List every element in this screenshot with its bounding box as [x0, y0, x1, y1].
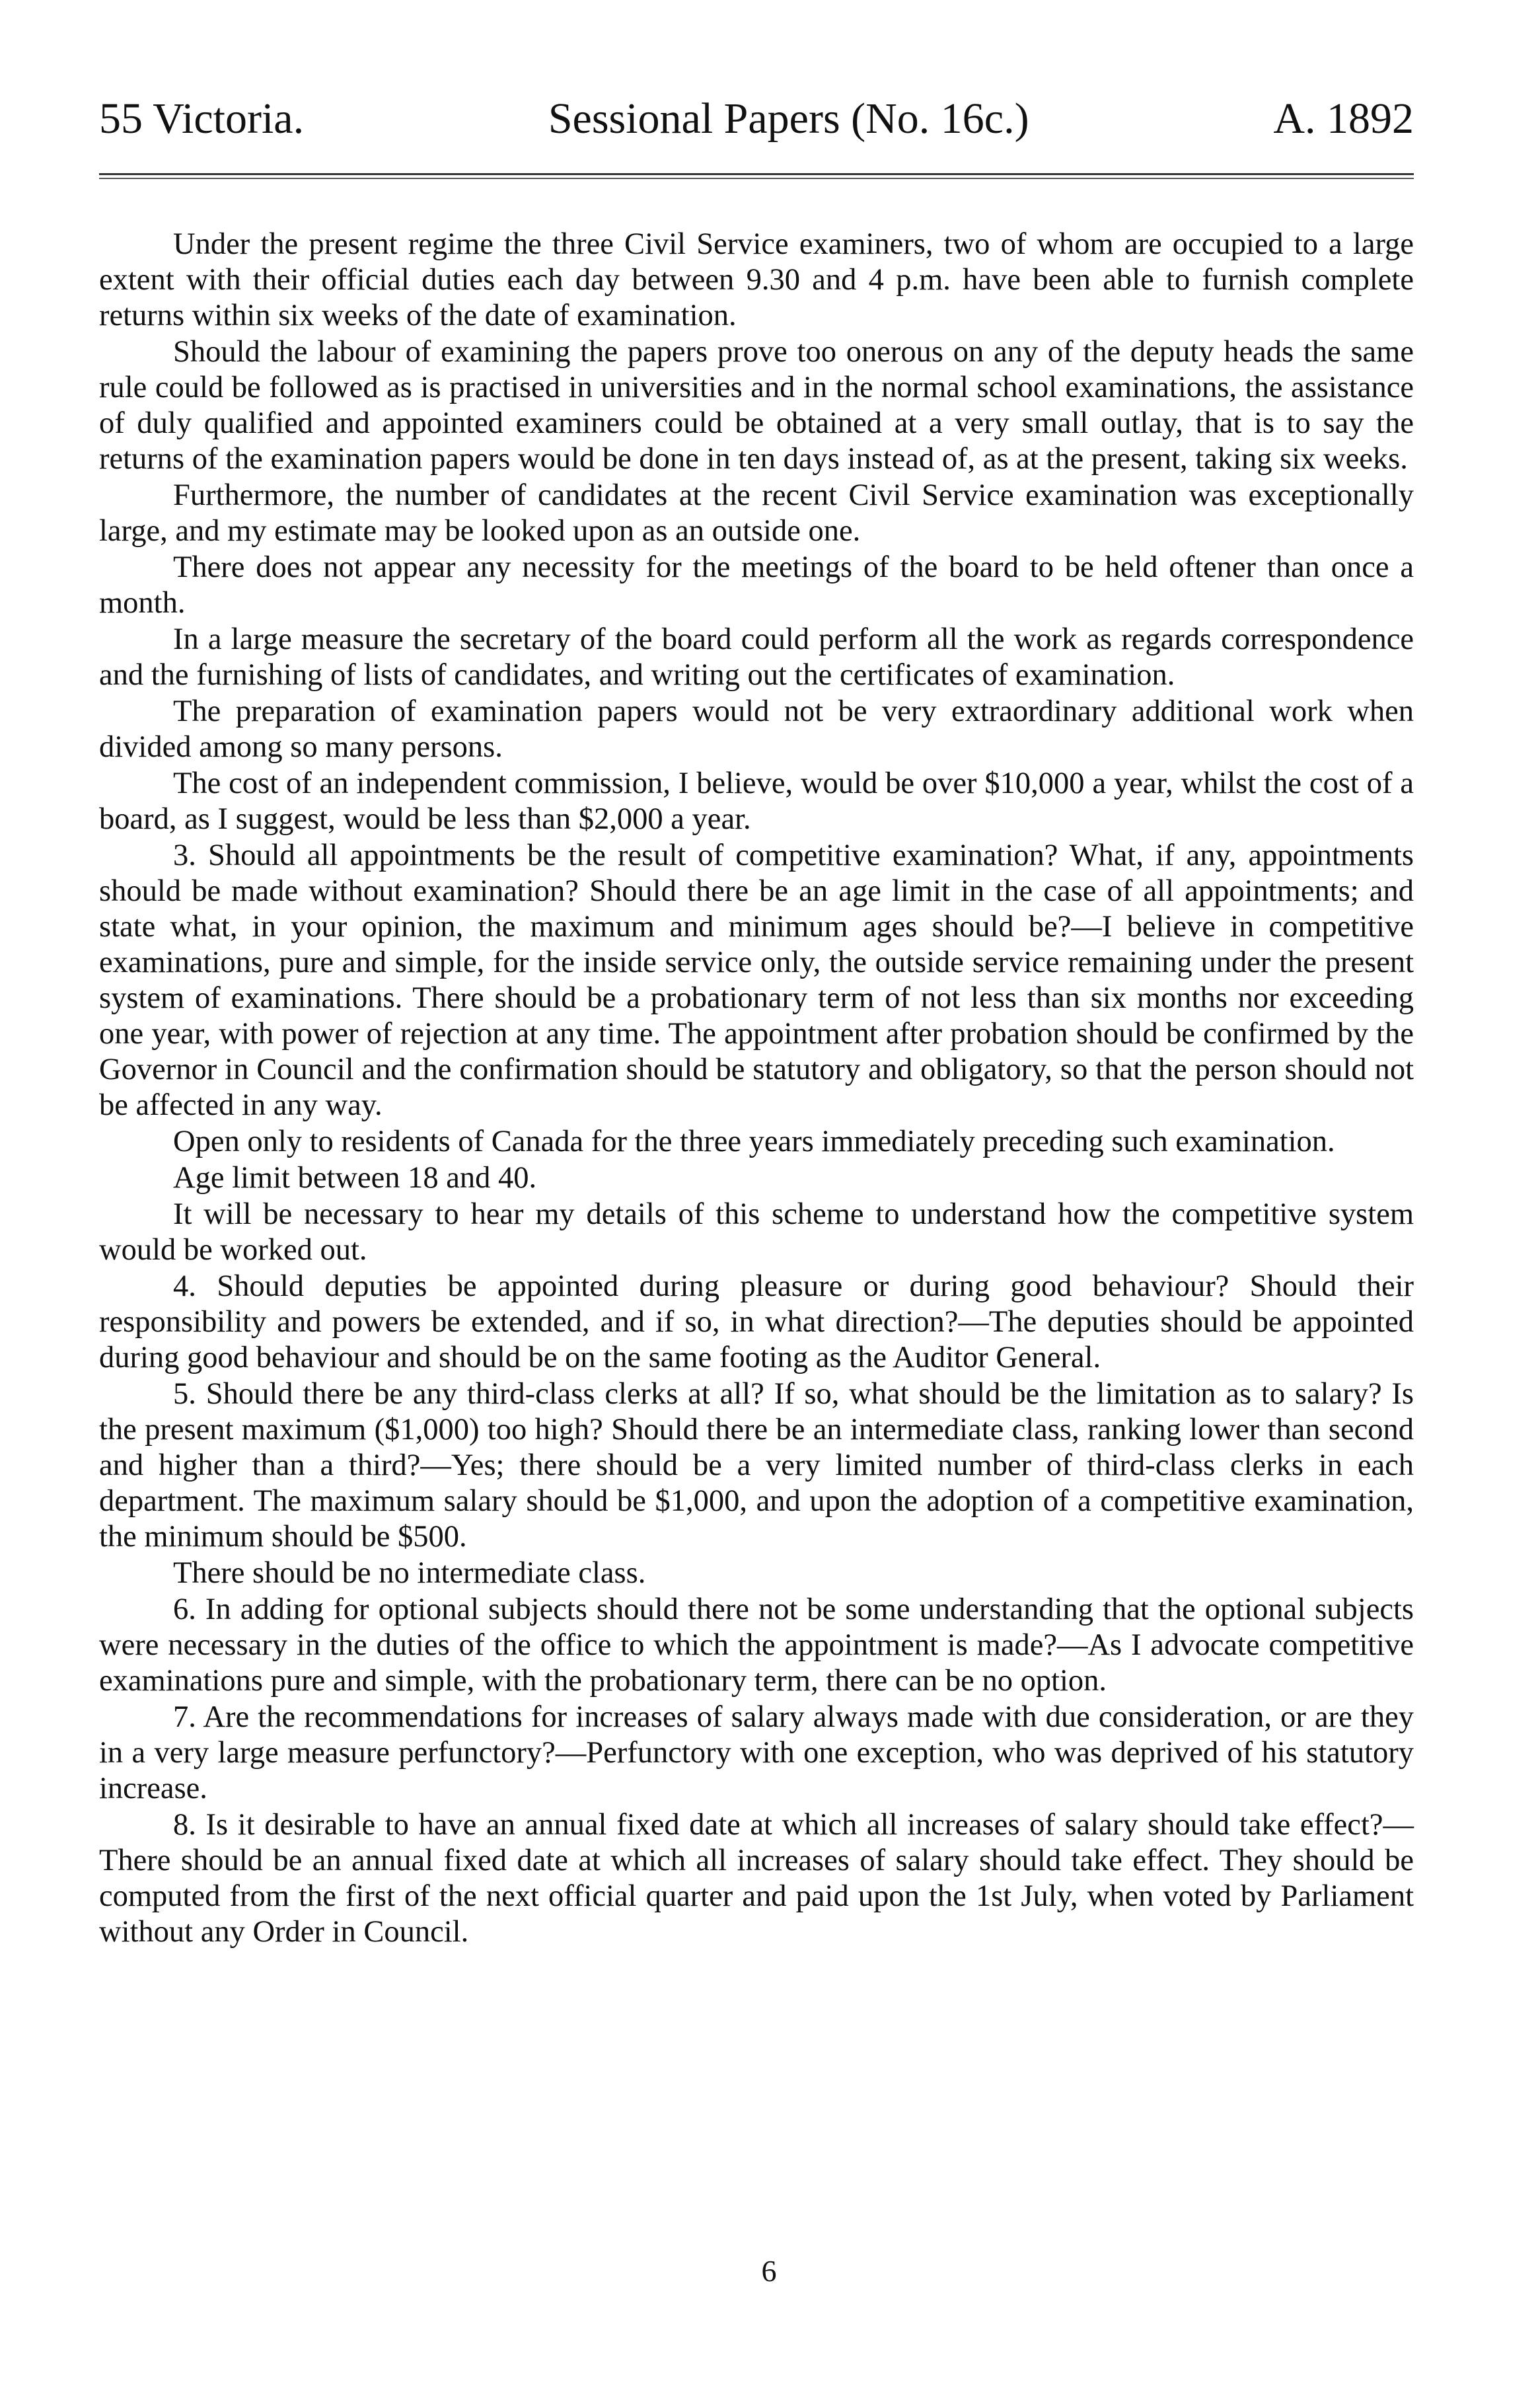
paragraph-meetings: There does not appear any necessity for the meetings of the board to be held oftener than once a month. — [99, 550, 1414, 620]
header-rule — [99, 173, 1414, 179]
body-text — [99, 227, 1414, 1950]
paragraph-question-8: 8. Is it desirable to have an annual fixed date at which all increases of salary should take effect?—There should be an annual fixed date at which all increases of salary should take effect. They should be computed from the first of the next official quarter and paid upon the 1st July, when voted by Parliament without any Order in Council. — [99, 1808, 1414, 1949]
paragraph-question-5: 5. Should there be any third-class clerks at all? If so, what should be the limitation as to salary? Is the present maximum ($1,000) too high? Should there be an intermediate class, ranking lower than second and higher than a third?—Yes; there should be a very limited number of third-class clerks in each department. The maximum salary should be $1,000, and upon the adoption of a competitive examination, the minimum should be $500. — [99, 1377, 1414, 1554]
paragraph-labour: Should the labour of examining the papers prove too onerous on any of the deputy heads the same rule could be followed as is practised in universities and in the normal school examinations, the assistance of duly qualified and appointed examiners could be obtained at a very small outlay, that is to say the returns of the examination papers would be done in ten days instead of, as at the present, taking six weeks. — [99, 335, 1414, 476]
paragraph-question-7: 7. Are the recommendations for increases of salary always made with due consideration, or are they in a very large measure perfunctory?—Perfunctory with one exception, who was deprived of his statutory increase. — [99, 1700, 1414, 1805]
paragraph-question-4: 4. Should deputies be appointed during pleasure or during good behaviour? Should their responsibility and powers be extended, and if so, in what direction?—The deputies should be appointed during good behaviour and should be on the same footing as the Auditor General. — [99, 1269, 1414, 1374]
header-year: A. 1892 — [1273, 94, 1414, 143]
paragraph-scheme: It will be necessary to hear my details of this scheme to understand how the competitive system would be worked out. — [99, 1197, 1414, 1267]
paragraph-cost: The cost of an independent commission, I believe, would be over $10,000 a year, whilst the cost of a board, as I suggest, would be less than $2,000 a year. — [99, 767, 1414, 836]
paragraph-secretary: In a large measure the secretary of the board could perform all the work as regards correspondence and the furnishing of lists of candidates, and writing out the certificates of examination. — [99, 622, 1414, 692]
paragraph-question-3: 3. Should all appointments be the result of competitive examination? What, if any, appointments should be made without examination? Should there be an age limit in the case of all appointments; and state what, in your opinion, the maximum and minimum ages should be?—I believe in competitive examinations, pure and simple, for the inside service only, the outside service remaining under the present system of examinations. There should be a probationary term of not less than six months nor exceeding one year, with power of rejection at any time. The appointment after probation should be confirmed by the Governor in Council and the confirmation should be statutory and obligatory, so that the person should not be affected in any way. — [99, 839, 1414, 1122]
paragraph-residents: Open only to residents of Canada for the three years immediately preceding such examination. — [173, 1125, 1335, 1158]
paragraph-age-limit: Age limit between 18 and 40. — [173, 1161, 537, 1195]
paragraph-examiners: Under the present regime the three Civil Service examiners, two of whom are occupied to a large extent with their official duties each day between 9.30 and 4 p.m. have been able to furnish complete returns within six weeks of the date of examination. — [99, 227, 1414, 332]
page — [99, 93, 1414, 1951]
paragraph-preparation: The preparation of examination papers would not be very extraordinary additional work when divided among so many persons. — [99, 695, 1414, 764]
paragraph-candidates: Furthermore, the number of candidates at the recent Civil Service examination was exceptionally large, and my estimate may be looked upon as an outside one. — [99, 478, 1414, 548]
header-title: Sessional Papers (No. 16c.) — [548, 94, 1029, 143]
page-number: 6 — [761, 2254, 777, 2288]
header-session: 55 Victoria. — [99, 94, 305, 143]
paragraph-question-6: 6. In adding for optional subjects should there not be some understanding that the optional subjects were necessary in the duties of the office to which the appointment is made?—As I advocate competitive examinations pure and simple, with the probationary term, there can be no option. — [99, 1593, 1414, 1698]
paragraph-intermediate: There should be no intermediate class. — [173, 1556, 646, 1590]
running-header — [99, 93, 1414, 145]
